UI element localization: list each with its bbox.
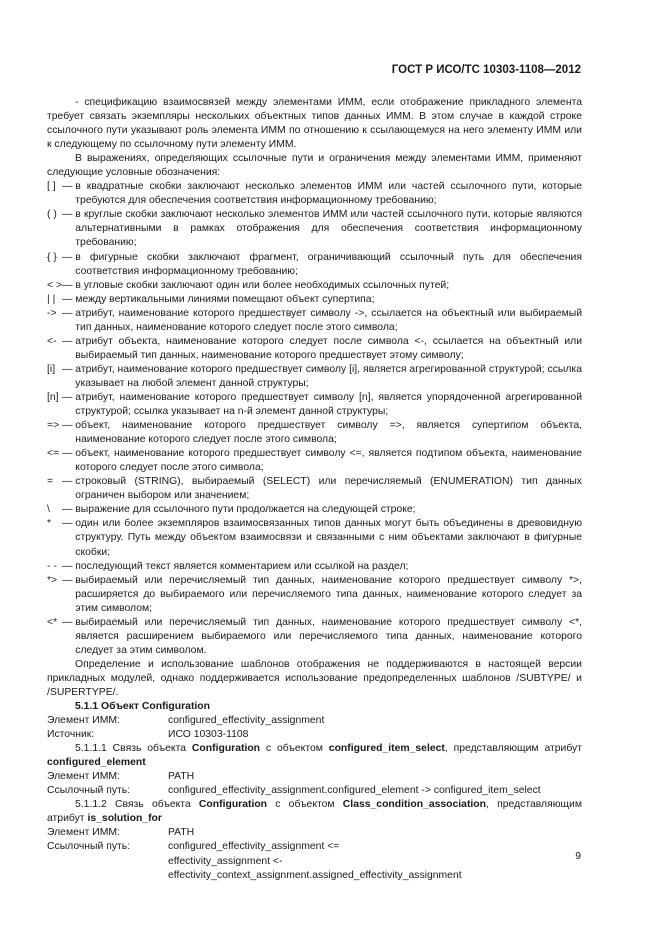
- path-line: configured_effectivity_assignment <=: [168, 841, 340, 853]
- dash: —: [62, 448, 76, 460]
- convention-symbol: [n]: [47, 391, 59, 403]
- convention-item: [47, 335, 582, 363]
- subsection-number: 5.1.1.1 Связь объекта: [75, 743, 192, 755]
- convention-item: [47, 517, 582, 559]
- convention-symbol: < >: [47, 279, 63, 291]
- convention-item: [47, 251, 582, 279]
- source-value: ИСО 10303-1108: [168, 729, 249, 741]
- convention-text: в угловые скобки заключают один или более необходимых ссылочных путей;: [75, 279, 450, 291]
- convention-symbol: *>: [47, 574, 58, 586]
- convention-text: атрибут, наименование которого предшествует символу [i], является агрегированной структурой; ссылка указывает на любой элемент данной структуры;: [75, 363, 582, 389]
- subsection-number: 5.1.1.2 Связь объекта: [75, 799, 199, 811]
- dash: —: [62, 181, 76, 193]
- convention-symbol: { }: [47, 251, 57, 263]
- dash: —: [62, 335, 76, 347]
- convention-text: объект, наименование которого предшествует символу <=, является подтипом объекта, наименование которого следует после этого символа;: [75, 448, 582, 474]
- element-label: Элемент ИММ:: [47, 771, 120, 783]
- convention-item: [47, 391, 582, 419]
- convention-symbol: - -: [47, 560, 57, 572]
- attribute-name: configured_element: [47, 757, 146, 769]
- mapping-row: [47, 714, 582, 728]
- path-label: Ссылочный путь:: [47, 841, 131, 853]
- mapping-row: [47, 770, 582, 784]
- dash: —: [62, 251, 76, 263]
- dash: —: [62, 574, 76, 586]
- convention-symbol: ( ): [47, 209, 57, 221]
- convention-text: последующий текст является комментарием или ссылкой на раздел;: [75, 560, 409, 572]
- element-label: Элемент ИММ:: [47, 827, 120, 839]
- convention-text: в квадратные скобки заключают несколько элементов ИММ или частей ссылочного пути, которые требуются для обеспечения соответствия информационному требованию;: [75, 181, 582, 207]
- page-number: 9: [575, 851, 581, 862]
- convention-text: выражение для ссылочного пути продолжается на следующей строке;: [75, 504, 416, 516]
- convention-symbol: *: [47, 518, 52, 530]
- convention-item: [47, 447, 582, 475]
- element-value: configured_effectivity_assignment: [168, 715, 325, 727]
- element-value: PATH: [168, 771, 195, 783]
- convention-symbol: \: [47, 504, 50, 516]
- conventions-list: [47, 180, 582, 658]
- mapping-row: [47, 784, 582, 798]
- convention-text: атрибут, наименование которого предшествует символу ->, ссылается на объектный или выбираемый тип данных, наименование которого следует после этого символа;: [75, 307, 582, 333]
- convention-item: [47, 279, 582, 293]
- convention-item: [47, 503, 582, 517]
- convention-item: [47, 208, 582, 250]
- convention-text: между вертикальными линиями помещают объект супертипа;: [75, 293, 375, 305]
- convention-symbol: <*: [47, 616, 58, 628]
- dash: —: [62, 279, 76, 291]
- source-label: Источник:: [47, 729, 95, 741]
- mapping-row: [47, 728, 582, 742]
- dash: —: [62, 307, 76, 319]
- dash: —: [62, 518, 76, 530]
- element-value: PATH: [168, 827, 195, 839]
- convention-symbol: ->: [47, 307, 57, 319]
- convention-symbol: =: [47, 476, 54, 488]
- path-label: Ссылочный путь:: [47, 785, 131, 797]
- mapping-row: [47, 826, 582, 840]
- convention-item: [47, 307, 582, 335]
- entity-name: Configuration: [191, 743, 261, 755]
- convention-symbol: <-: [47, 335, 57, 347]
- conventions-intro: В выражениях, определяющих ссылочные пути и ограничения между элементами ИММ, применяют следующие условные обозначения:: [47, 153, 582, 179]
- convention-text: атрибут, наименование которого предшествует символу [n], является упорядоченной агрегированной структурой; ссылка указывает на n-й элемент данной структуры;: [75, 391, 582, 418]
- dash: —: [62, 616, 76, 628]
- element-label: Элемент ИММ:: [47, 715, 120, 727]
- convention-text: объект, наименование которого предшествует символу =>, является супертипом объекта, наименование которого следует после этого символа;: [75, 420, 582, 446]
- convention-item: [47, 419, 582, 447]
- dash: —: [62, 293, 76, 305]
- section-heading: 5.1.1 Объект Configuration: [75, 701, 210, 713]
- intro-paragraph: - спецификацию взаимосвязей между элементами ИММ, если отображение прикладного элемента требует связать экземпляры нескольких объектных типов данных ИММ. В этом случае в каждой строке ссылочного пути указывают роль элемента ИММ по отношению к ссылающемуся на него элементу ИММ или к следующему по ссылочному пути элементу ИММ.: [47, 97, 582, 151]
- convention-item: [47, 475, 582, 503]
- convention-text: выбираемый или перечисляемый тип данных, наименование которого предшествует символу <*, является расширением выбираемого или перечисляемого типа данных, наименование которого следует за этим символом.: [75, 616, 582, 656]
- templates-paragraph: Определение и использование шаблонов отображения не поддерживаются в настоящей версии прикладных модулей, однако поддерживается использование предопределенных шаблонов /SUBTYPE/ и /SUPERTYPE/.: [47, 658, 582, 698]
- mapping-row: [47, 840, 582, 882]
- convention-text: строковый (STRING), выбираемый (SELECT) или перечисляемый (ENUMERATION) тип данных ограничен выбором или значением;: [75, 476, 582, 502]
- subsection-text: , представляющим атрибут: [47, 799, 583, 825]
- convention-text: в круглые скобки заключают несколько элементов ИММ или частей ссылочного пути, которые являются альтернативными в рамках отображения для обеспечения соответствия информационному требованию;: [75, 209, 582, 249]
- convention-item: [47, 616, 582, 658]
- convention-text: в фигурные скобки заключают фрагмент, ограничивающий ссылочный путь для обеспечения соответствия информационному требованию;: [75, 251, 582, 277]
- convention-symbol: <=: [47, 448, 60, 460]
- subsection-heading: [47, 742, 582, 770]
- dash: —: [62, 504, 76, 516]
- dash: —: [62, 391, 76, 403]
- subsection-heading: [47, 798, 582, 826]
- convention-symbol: =>: [47, 420, 60, 432]
- convention-text: атрибут объекта, наименование которого следует после символа <-, ссылается на объектный или выбираемый тип данных, наименование которого предшествует этому символу;: [75, 335, 582, 361]
- convention-item: [47, 363, 582, 391]
- convention-item: [47, 560, 582, 574]
- attribute-name: is_solution_for: [87, 813, 162, 825]
- dash: —: [62, 209, 76, 221]
- subsection-text: с объектом: [260, 743, 329, 755]
- dash: —: [62, 560, 76, 572]
- path-line: effectivity_context_assignment.assigned_effectivity_assignment: [168, 869, 462, 881]
- path-line: effectivity_assignment <-: [168, 855, 283, 867]
- convention-symbol: | |: [47, 293, 56, 305]
- entity-name: configured_item_select: [328, 743, 445, 755]
- subsection-text: , представляющим атрибут: [444, 743, 583, 755]
- subsection-text: с объектом: [267, 799, 343, 811]
- convention-item: [47, 293, 582, 307]
- dash: —: [62, 476, 76, 488]
- page-body: [47, 96, 582, 883]
- path-value: [168, 840, 582, 882]
- dash: —: [62, 363, 76, 375]
- path-value: configured_effectivity_assignment.configured_element -> configured_item_select: [168, 785, 541, 797]
- convention-symbol: [ ]: [47, 181, 56, 193]
- dash: —: [62, 420, 76, 432]
- convention-text: один или более экземпляров взаимосвязанных типов данных могут быть объединены в древовидную структуру. Путь между объектом взаимосвязи и связанными с ним объектами заключают в фигурные скобки;: [75, 518, 582, 558]
- entity-name: Class_condition_association: [342, 799, 486, 811]
- convention-text: выбираемый или перечисляемый тип данных, наименование которого предшествует символу *>, расширяется до выбираемого или перечисляемого типа данных, наименование которого следует за этим символом;: [75, 574, 582, 614]
- convention-item: [47, 180, 582, 208]
- entity-name: Configuration: [198, 799, 268, 811]
- convention-symbol: [i]: [47, 363, 56, 375]
- document-header: ГОСТ Р ИСО/ТС 10303-1108—2012: [391, 64, 581, 76]
- convention-item: [47, 574, 582, 616]
